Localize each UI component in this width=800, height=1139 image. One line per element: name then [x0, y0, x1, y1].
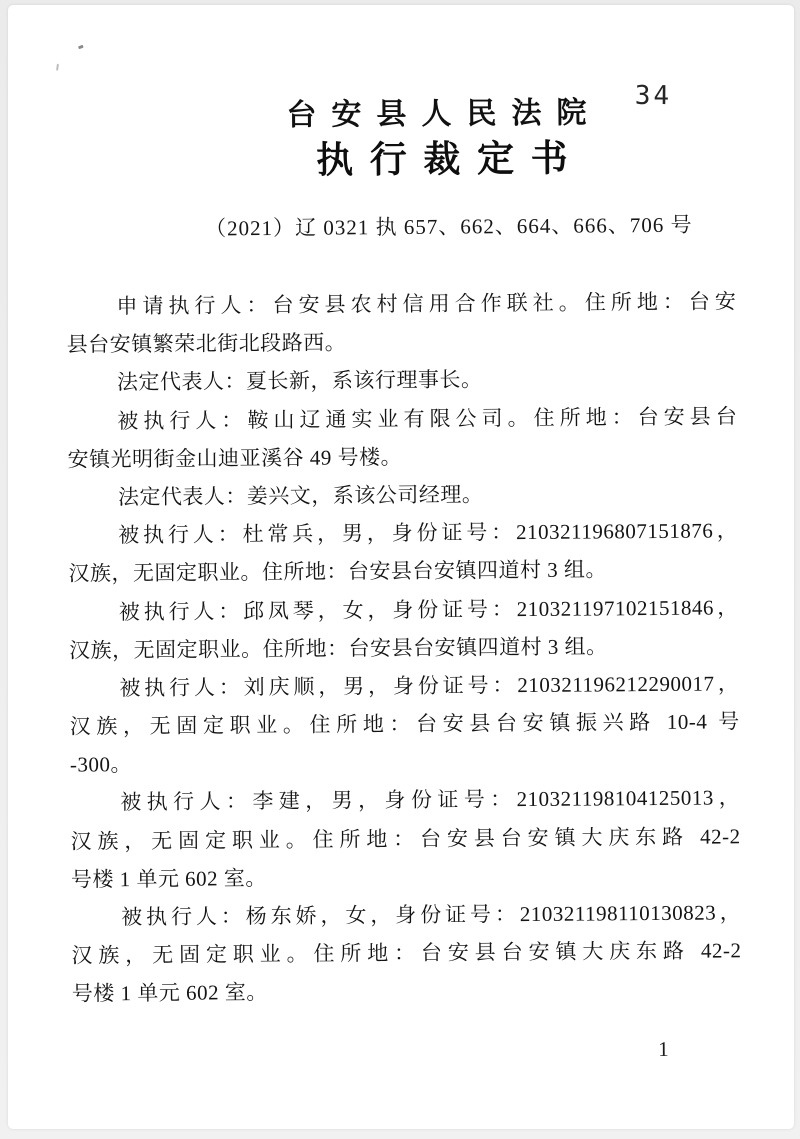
body-line: 法定代表人：姜兴文，系该公司经理。 [117, 482, 484, 510]
body-line: 被执行人：鞍山辽通实业有限公司。住所地：台安县台 [117, 403, 738, 433]
body-line: 安镇光明街金山迪亚溪谷 49 号楼。 [67, 444, 403, 472]
body-line: 被执行人：杜常兵，男，身份证号：210321196807151876， [118, 518, 739, 548]
body-line: 汉族，无固定职业。住所地：台安县台安镇大庆东路 42-2 [70, 823, 741, 854]
court-name: 台安县人民法院 [286, 96, 602, 132]
body-line: 汉族，无固定职业。住所地：台安县台安镇振兴路 10-4 号 [69, 709, 740, 739]
scan-speck [78, 45, 84, 50]
body-line: 被执行人：刘庆顺，男，身份证号：210321196212290017， [119, 671, 740, 701]
body-line: 号楼 1 单元 602 室。 [70, 865, 267, 892]
page-number: 1 [658, 1036, 669, 1061]
scan-speck [56, 64, 59, 71]
document-page [8, 5, 794, 1129]
page-content [4, 2, 799, 1132]
body-line: 汉族，无固定职业。住所地：台安县台安镇四道村 3 组。 [68, 634, 608, 663]
corner-number: 34 [634, 80, 673, 112]
body-line: 县台安镇繁荣北街北段路西。 [66, 330, 347, 357]
body-line: 被执行人：邱凤琴，女，身份证号：210321197102151846， [118, 594, 739, 624]
document-body [66, 282, 742, 1013]
body-line: -300。 [69, 752, 133, 777]
body-line: 被执行人：杨东娇，女，身份证号：210321198110130823， [121, 900, 742, 930]
case-number: （2021）辽 0321 执 657、662、664、666、706 号 [204, 212, 693, 241]
doc-title: 执行裁定书 [315, 138, 585, 182]
body-line: 被执行人：李建，男，身份证号：210321198104125013， [120, 785, 741, 815]
body-line: 汉族，无固定职业。住所地：台安县台安镇大庆东路 42-2 [71, 938, 742, 968]
body-line: 法定代表人：夏长新，系该行理事长。 [116, 367, 483, 395]
body-line: 申请执行人：台安县农村信用合作联社。住所地：台安 [116, 289, 737, 319]
body-line: 号楼 1 单元 602 室。 [71, 980, 268, 1006]
body-line: 汉族，无固定职业。住所地：台安县台安镇四道村 3 组。 [68, 557, 608, 586]
